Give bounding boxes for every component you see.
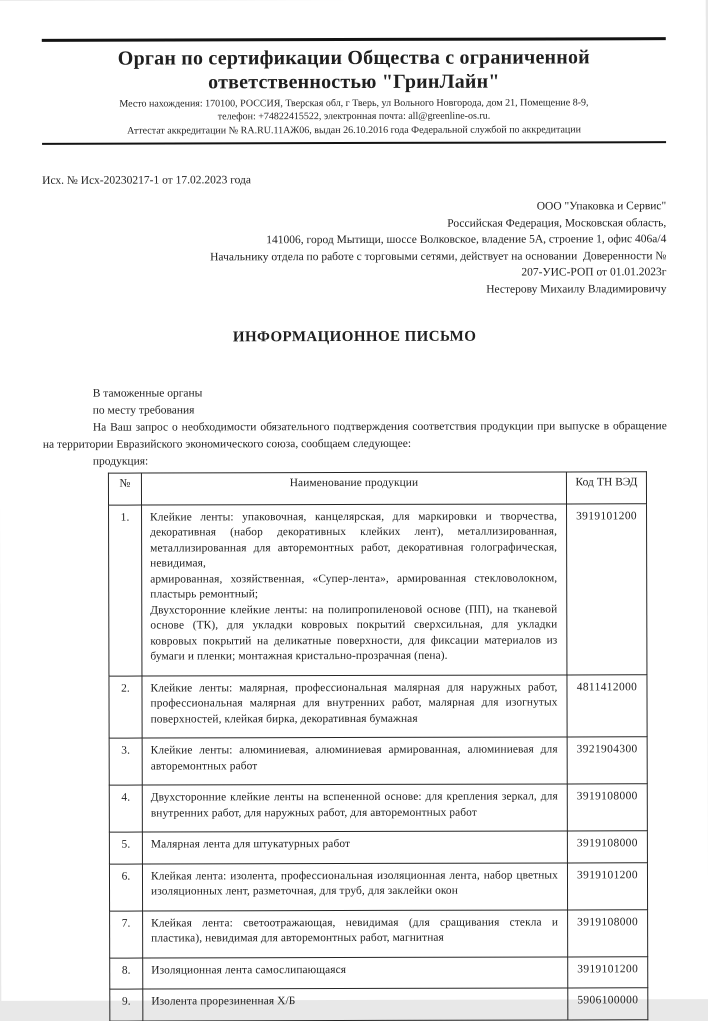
org-title	[42, 45, 666, 95]
product-table-body	[109, 503, 648, 1020]
table-header-num: №	[108, 473, 141, 505]
letterhead-address-line2: телефон: +74822415522, электронная почта: all@greenline-os.ru.	[217, 110, 491, 123]
org-title-line2: ответственностью "ГринЛайн"	[208, 70, 500, 94]
cell-name: Клейкие ленты: алюминиевая, алюминиевая армированная, алюминиевая для авторемонтных работ	[142, 737, 567, 785]
cell-code: 3919108000	[568, 909, 648, 956]
table-row	[110, 909, 648, 957]
cell-code: 3919101200	[567, 503, 647, 674]
cell-name: Малярная лента для штукатурных работ	[142, 831, 567, 864]
cell-code: 3921904300	[567, 737, 647, 784]
letterhead-address	[42, 96, 666, 124]
addressee-line-1: В таможенные органы	[92, 387, 203, 400]
recipient-line: ООО "Упаковка и Сервис"	[536, 200, 667, 213]
table-header-code: Код ТН ВЭД	[566, 472, 646, 504]
cell-code: 3919108000	[567, 784, 647, 831]
cell-num: 8.	[110, 958, 143, 990]
body-paragraph: На Ваш запрос о необходимости обязательного подтверждения соответствия продукции при выпуске в обращение на территории Евразийского экономического союза, сообщаем следующее:	[42, 420, 667, 451]
cell-num: 4.	[109, 785, 142, 832]
letter-title: ИНФОРМАЦИОННОЕ ПИСЬМО	[232, 328, 477, 346]
letter-body	[43, 384, 667, 471]
cell-code: 3919101200	[567, 862, 647, 909]
cell-num: 3.	[109, 738, 142, 785]
cell-name: Изолента прорезиненная Х/Б	[143, 988, 568, 1021]
table-header-name: Наименование продукции	[141, 472, 566, 505]
recipient-block	[42, 198, 666, 299]
cell-name: Клейкие ленты: малярная, профессиональная малярная для наружных работ, профессиональная малярная для внутренних работ, малярная для изогнутых поверхностей, клейкая бирка, декоративная бумажная	[142, 674, 567, 738]
recipient-line: 207-УИС-РОП от 01.01.2023г	[521, 266, 667, 279]
cell-code: 5906100000	[568, 988, 648, 1020]
table-row	[110, 988, 648, 1021]
table-row	[109, 737, 647, 785]
table-row	[110, 956, 648, 989]
product-table	[108, 471, 648, 1021]
cell-name: Двухсторонние клейкие ленты на вспененной основе: для крепления зеркал, для внутренних работ, для наружных работ, для авторемонтных работ	[142, 784, 567, 832]
cell-name: Клейкие ленты: упаковочная, канцелярская, для маркировки и творчества, декоративная (набор декоративных клейких лент), металлизированная, металлизированная для авторемонтных работ, декоративная голографическая, невидимая, армированная, хозяйственная, «Супер-лента», армированная стекловолокном, пластырь ремонтный; Двухсторонние клейкие ленты: на полипропиленовой основе (ПП), на тканевой основе (ТК), для укладки ковровых покрытий сверхсильная, для укладки ковровых покрытий на деликатные поверхности, для фиксации материалов из бумаги и пленки; монтажная кристально-прозрачная (пена).	[142, 503, 567, 675]
cell-name: Клейкая лента: изолента, профессиональная изоляционная лента, набор цветных изоляционных лент, разметочная, для труб, для заклейки окон	[142, 862, 567, 910]
table-row	[109, 674, 647, 738]
accreditation-line: Аттестат аккредитации № RA.RU.11АЖ06, выдан 26.10.2016 года Федеральной службой по аккредитации	[127, 124, 581, 137]
cell-num: 6.	[109, 864, 142, 911]
recipient-line: Российская Федерация, Московская область,	[447, 216, 667, 230]
cell-code: 3919108000	[567, 831, 647, 863]
cell-num: 9.	[110, 989, 143, 1021]
table-row	[109, 503, 647, 675]
cell-num: 1.	[109, 505, 142, 676]
table-row	[109, 831, 647, 864]
cell-code: 3919101200	[568, 956, 648, 988]
cell-code: 4811412000	[567, 674, 647, 737]
table-row	[109, 862, 647, 910]
cell-name: Клейкая лента: светоотражающая, невидимая (для сращивания стекла и пластика), невидимая для авторемонтных работ, магнитная	[143, 909, 568, 957]
recipient-line: Начальнику отдела по работе с торговыми сетями, действует на основании Доверенности №	[210, 249, 667, 263]
outgoing-reference: Исх. № Исх-20230217-1 от 17.02.2023 года	[42, 174, 252, 187]
cell-num: 2.	[109, 676, 142, 739]
addressee-line-2: по месту требования	[92, 404, 195, 417]
cell-name: Изоляционная лента самослипающаяся	[143, 956, 568, 989]
table-row	[109, 784, 647, 832]
products-intro: продукция:	[92, 455, 149, 468]
letterhead	[42, 37, 666, 145]
cell-num: 7.	[110, 911, 143, 958]
letterhead-address-line1: Место нахождения: 170100, РОССИЯ, Тверская обл, г Тверь, ул Вольного Новгорода, дом 21, Помещение 8-9,	[119, 97, 589, 110]
recipient-line: 141006, город Мытищи, шоссе Волковское, владение 5А, строение 1, офис 406а/4	[266, 233, 667, 247]
table-header-row	[108, 472, 646, 505]
org-title-line1: Орган по сертификации Общества с ограниченной	[117, 46, 590, 70]
cell-num: 5.	[109, 832, 142, 864]
recipient-line: Нестерову Михаилу Владимировичу	[486, 282, 667, 296]
